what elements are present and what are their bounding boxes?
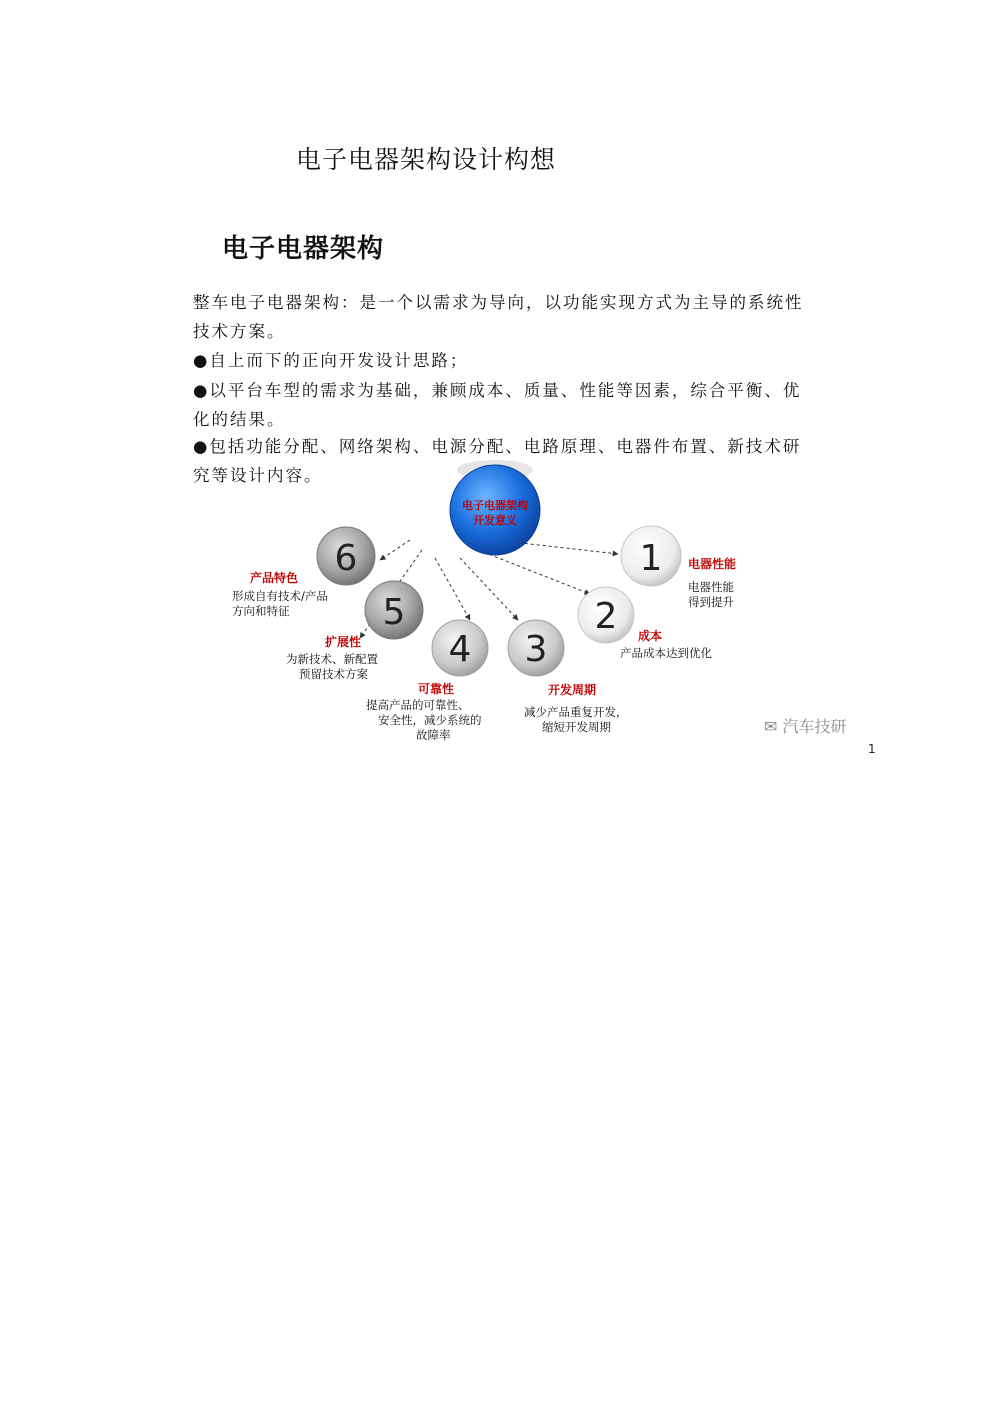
node-4 [366, 620, 488, 742]
node-desc: 产品成本达到优化 [620, 646, 712, 660]
center-line-2: 开发意义 [473, 514, 517, 527]
bullet-item-3: ●包括功能分配、网络架构、电源分配、电路原理、电器件布置、新技术研究等设计内容。 [193, 437, 802, 485]
node-desc: 为新技术、新配置 [286, 652, 378, 666]
node-desc: 电器性能 [688, 580, 734, 594]
node-number: 6 [334, 538, 358, 579]
node-title: 产品特色 [250, 571, 299, 585]
bullet-item-1: ●自上而下的正向开发设计思路； [193, 351, 469, 370]
node-number: 1 [639, 538, 663, 579]
intro-paragraph: 整车电子电器架构：是一个以需求为导向，以功能实现方式为主导的系统性技术方案。 [193, 293, 804, 341]
node-title: 扩展性 [325, 635, 362, 649]
node-number: 3 [524, 629, 548, 670]
node-title: 开发周期 [548, 683, 597, 697]
center-node [450, 460, 540, 555]
node-number: 5 [382, 592, 406, 633]
node-title: 可靠性 [418, 682, 455, 696]
node-desc: 得到提升 [688, 595, 734, 609]
node-desc: 提高产品的可靠性、 [366, 698, 470, 712]
node-number: 2 [594, 596, 618, 637]
node-title: 电器性能 [688, 557, 737, 571]
node-number: 4 [448, 629, 472, 670]
node-6 [232, 527, 375, 618]
node-desc: 缩短开发周期 [542, 720, 611, 734]
node-desc: 形成自有技术/产品 [232, 589, 328, 603]
document-title: 电子电器架构设计构想 [296, 145, 557, 174]
bullet-item-2: ●以平台车型的需求为基础，兼顾成本、质量、性能等因素，综合平衡、优化的结果。 [193, 381, 802, 429]
node-title: 成本 [638, 629, 663, 643]
node-desc: 方向和特征 [232, 604, 290, 618]
center-line-1: 电子电器架构 [462, 499, 528, 512]
node-desc: 故障率 [416, 728, 451, 742]
architecture-diagram [220, 458, 780, 748]
node-desc: 减少产品重复开发， [524, 705, 628, 719]
watermark-text: 汽车技研 [782, 717, 847, 736]
page-number: 1 [868, 742, 876, 756]
node-desc: 预留技术方案 [299, 667, 368, 681]
watermark [764, 714, 847, 737]
node-desc: 安全性，减少系统的 [378, 713, 482, 727]
chat-bubble-icon: ✉ [764, 717, 778, 736]
node-1 [621, 526, 736, 609]
section-heading: 电子电器架构 [222, 234, 385, 264]
